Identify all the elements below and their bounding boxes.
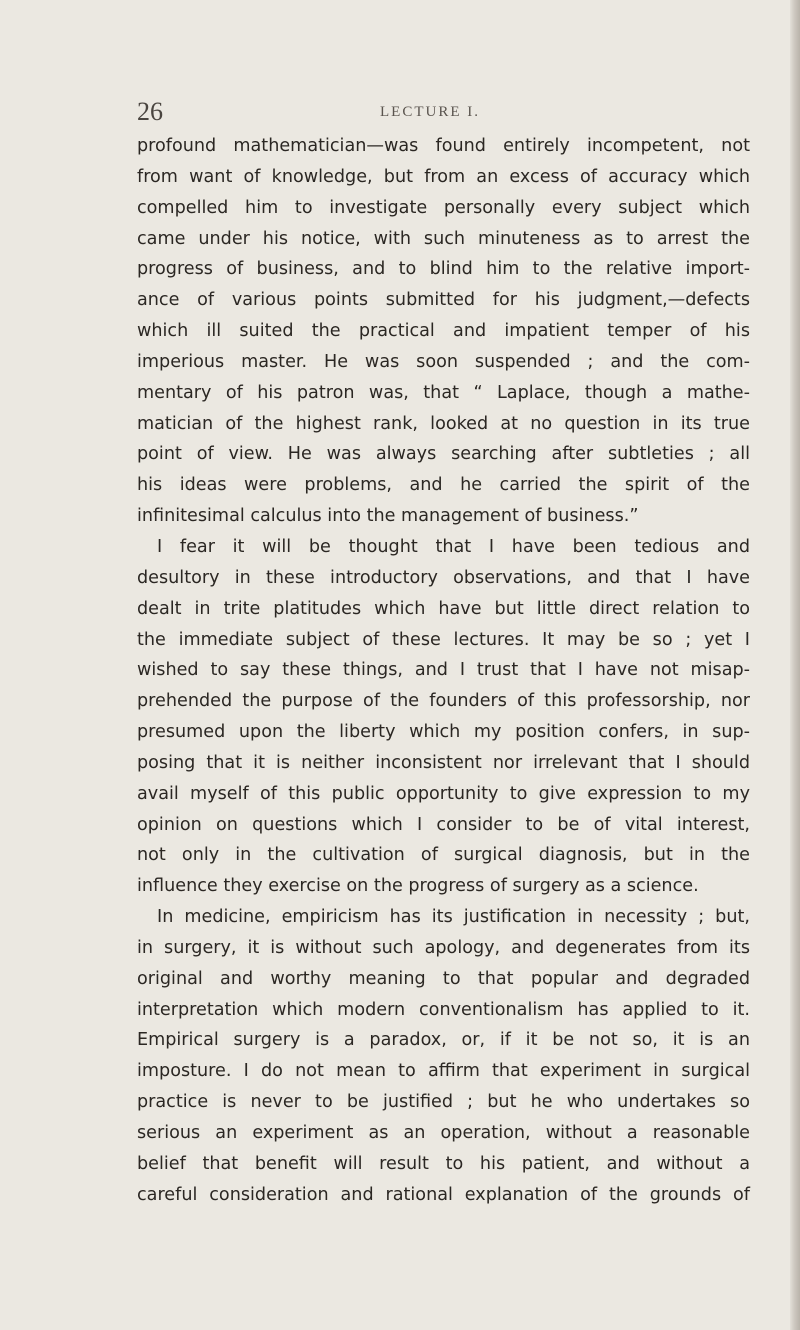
paragraph-first-line: I fear it will be thought that I have been tedious and [157, 536, 750, 557]
text-line: in surgery, it is without such apology, and degenerates from its [137, 937, 750, 958]
text-line: posing that it is neither inconsistent nor irrelevant that I should [137, 752, 750, 773]
text-line: prehended the purpose of the founders of this professorship, nor [137, 691, 750, 712]
text-line: belief that benefit will result to his patient, and without a [137, 1153, 750, 1174]
text-line: Empirical surgery is a paradox, or, if it be not so, it is an [137, 1030, 750, 1051]
text-line: influence they exercise on the progress of surgery as a science. [137, 876, 699, 897]
paragraph-first-line: In medicine, empiricism has its justification in necessity ; but, [157, 907, 750, 928]
text-line: profound mathematician—was found entirely incompetent, not [137, 136, 750, 156]
text-line: from want of knowledge, but from an excess of accuracy which [137, 166, 750, 187]
text-line: progress of business, and to blind him to the relative import- [137, 259, 750, 280]
text-line: avail myself of this public opportunity to give expression to my [137, 783, 750, 804]
text-line: the immediate subject of these lectures. It may be so ; yet I [137, 629, 750, 650]
text-line: interpretation which modern conventionalism has applied to it. [137, 999, 750, 1020]
body-text [137, 131, 795, 1211]
text-line: desultory in these introductory observations, and that I have [137, 567, 750, 588]
text-line: imposture. I do not mean to affirm that experiment in surgical [137, 1061, 750, 1082]
text-line: point of view. He was always searching after subtleties ; all [137, 444, 750, 465]
text-line: not only in the cultivation of surgical diagnosis, but in the [137, 845, 750, 866]
text-line: imperious master. He was soon suspended ; and the com- [137, 351, 750, 372]
text-line: came under his notice, with such minuteness as to arrest the [137, 228, 750, 249]
page-number: 26 [137, 97, 163, 126]
text-line: dealt in trite platitudes which have but little direct relation to [137, 598, 750, 619]
text-line: matician of the highest rank, looked at no question in its true [137, 413, 750, 434]
text-line: wished to say these things, and I trust that I have not misap- [137, 660, 750, 681]
text-line: ance of various points submitted for his judgment,—defects [137, 290, 750, 311]
text-line: his ideas were problems, and he carried the spirit of the [137, 475, 750, 496]
text-line: presumed upon the liberty which my position confers, in sup- [137, 722, 750, 743]
text-line: which ill suited the practical and impatient temper of his [137, 321, 750, 342]
text-line: careful consideration and rational explanation of the grounds of [137, 1184, 750, 1205]
page-edge-shadow [790, 0, 800, 1330]
text-line: opinion on questions which I consider to be of vital interest, [137, 814, 750, 835]
running-head [137, 92, 677, 132]
text-line: compelled him to investigate personally every subject which [137, 197, 750, 218]
text-line: mentary of his patron was, that “ Laplace, though a mathe- [137, 382, 750, 403]
running-title: LECTURE I. [380, 104, 480, 120]
text-line: serious an experiment as an operation, without a reasonable [137, 1123, 750, 1143]
text-line: practice is never to be justified ; but he who undertakes so [137, 1092, 750, 1113]
text-line: original and worthy meaning to that popular and degraded [137, 968, 750, 989]
text-line: infinitesimal calculus into the management of business.” [137, 506, 639, 527]
